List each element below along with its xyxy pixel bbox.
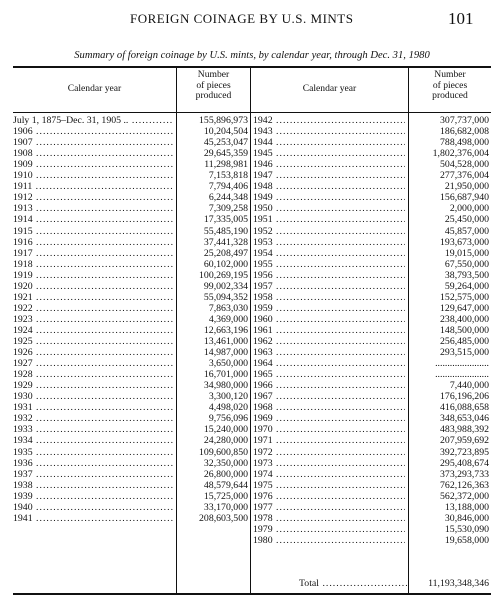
calendar-year-cell: 1912 ..... [13, 192, 173, 203]
calendar-year-cell: 1972 ..... [253, 447, 405, 458]
table-row [13, 270, 248, 281]
top-rule [13, 66, 491, 68]
pieces-produced-cell: 10,204,504 [203, 126, 248, 138]
table-row [253, 369, 489, 380]
table-row [13, 237, 248, 248]
calendar-year-cell: 1943 ..... [253, 126, 405, 137]
table-row [253, 126, 489, 137]
calendar-year-cell: 1960 ..... [253, 314, 405, 325]
header-line: Number [197, 69, 230, 80]
calendar-year-cell: 1910 ..... [13, 170, 173, 181]
header-line: Number [434, 69, 466, 80]
coinage-table [13, 66, 491, 596]
pieces-produced-cell: 156,687,940 [440, 192, 489, 204]
table-row [13, 137, 248, 148]
table-row [13, 513, 248, 524]
calendar-year-cell: 1975 ..... [253, 480, 405, 491]
pieces-produced-cell: 256,485,000 [440, 336, 489, 347]
table-row [253, 148, 489, 159]
pieces-produced-cell: 152,575,000 [440, 291, 489, 303]
table-row [13, 347, 248, 358]
table-row [253, 513, 489, 524]
table-row [13, 314, 248, 325]
table-row [13, 380, 248, 391]
pieces-produced-cell: 37,441,328 [203, 236, 248, 248]
calendar-year-cell: 1955 ..... [253, 259, 405, 270]
calendar-year-cell: 1946 ..... [253, 159, 405, 170]
pieces-produced-cell: 34,980,000 [203, 380, 248, 392]
calendar-year-cell: 1979 ..... [253, 524, 405, 535]
pieces-produced-cell: 100,269,195 [199, 269, 248, 281]
calendar-year-cell: 1978 ..... [253, 513, 405, 524]
table-row [253, 192, 489, 203]
calendar-year-cell: 1923 ..... [13, 314, 173, 325]
calendar-year-cell: 1964 ..... [253, 358, 405, 369]
pieces-produced-cell: 99,002,334 [203, 280, 248, 292]
pieces-produced-cell: 15,530,090 [444, 523, 489, 535]
table-row [253, 413, 489, 424]
table-row [253, 380, 489, 391]
table-row [13, 402, 248, 413]
calendar-year-cell: 1970 ..... [253, 424, 405, 435]
table-row [13, 447, 248, 458]
table-row [253, 447, 489, 458]
table-row [13, 126, 248, 137]
table-row [253, 281, 489, 292]
table-row [253, 226, 489, 237]
pieces-produced-cell: 15,240,000 [203, 424, 248, 436]
calendar-year-cell: 1922 ..... [13, 303, 173, 314]
pieces-produced-cell: 762,126,363 [440, 479, 489, 491]
table-row [253, 303, 489, 314]
pieces-produced-cell: 788,498,000 [440, 137, 489, 149]
table-row [13, 424, 248, 435]
calendar-year-cell: July 1, 1875–Dec. 31, 1905 .. ..... [13, 115, 173, 126]
calendar-year-cell: 1929 ..... [13, 380, 173, 391]
table-row [253, 203, 489, 214]
left-column-rows [13, 115, 249, 525]
pieces-produced-cell: 45,857,000 [444, 225, 489, 237]
table-row [253, 391, 489, 402]
header-number-of-pieces-left [177, 70, 250, 102]
pieces-produced-cell: 155,896,973 [199, 115, 248, 126]
pieces-produced-cell: 3,300,120 [208, 391, 248, 403]
table-row [253, 248, 489, 259]
calendar-year-cell: 1930 ..... [13, 391, 173, 402]
calendar-year-cell: 1956 ..... [253, 270, 405, 281]
pieces-produced-cell: 193,673,000 [440, 236, 489, 248]
calendar-year-cell: 1942 ..... [253, 115, 405, 126]
pieces-produced-cell: 562,372,000 [440, 490, 489, 502]
calendar-year-cell: 1937 ..... [13, 469, 173, 480]
table-row [253, 170, 489, 181]
table-row [13, 469, 248, 480]
table-row [253, 336, 489, 347]
calendar-year-cell: 1939 ..... [13, 491, 173, 502]
pieces-produced-cell: 504,528,000 [440, 159, 489, 171]
table-row [13, 214, 248, 225]
pieces-produced-cell: 373,293,733 [440, 468, 489, 480]
calendar-year-cell: 1915 ..... [13, 226, 173, 237]
calendar-year-cell: 1954 ..... [253, 248, 405, 259]
table-row [13, 248, 248, 259]
pieces-produced-cell: 295,408,674 [440, 457, 489, 469]
pieces-produced-cell: 238,400,000 [440, 313, 489, 325]
pieces-produced-cell: 176,196,206 [440, 391, 489, 403]
table-row [13, 480, 248, 491]
table-row [13, 281, 248, 292]
table-row [13, 292, 248, 303]
pieces-produced-cell: 483,988,392 [440, 424, 489, 436]
table-row [13, 192, 248, 203]
calendar-year-cell: 1944 ..... [253, 137, 405, 148]
bottom-rule [13, 593, 491, 595]
pieces-produced-cell: 2,000,000 [449, 203, 489, 215]
calendar-year-cell: 1953 ..... [253, 237, 405, 248]
page-title: FOREIGN COINAGE BY U.S. MINTS [130, 11, 354, 26]
pieces-produced-cell: 59,264,000 [444, 280, 489, 292]
pieces-produced-cell: 4,369,000 [208, 313, 248, 325]
page-number: 101 [448, 9, 474, 28]
table-row [253, 524, 489, 535]
calendar-year-cell: 1971 ..... [253, 435, 405, 446]
pieces-produced-cell: 15,725,000 [203, 490, 248, 502]
pieces-produced-cell: ...................... [435, 369, 489, 381]
table-row [253, 480, 489, 491]
calendar-year-cell: 1974 ..... [253, 469, 405, 480]
table-row [253, 259, 489, 270]
calendar-year-cell: 1966 ..... [253, 380, 405, 391]
header-rule [13, 112, 491, 113]
calendar-year-cell: 1950 ..... [253, 203, 405, 214]
calendar-year-cell: 1945 ..... [253, 148, 405, 159]
table-row [253, 314, 489, 325]
table-row [253, 115, 489, 126]
pieces-produced-cell: ...................... [435, 358, 489, 370]
pieces-produced-cell: 7,153,818 [208, 170, 248, 182]
header-line: of pieces [196, 79, 231, 91]
calendar-year-cell: 1957 ..... [253, 281, 405, 292]
pieces-produced-cell: 6,244,348 [208, 192, 248, 204]
table-row [13, 115, 248, 126]
calendar-year-cell: 1924 ..... [13, 325, 173, 336]
table-row [253, 292, 489, 303]
pieces-produced-cell: 45,253,047 [203, 137, 248, 149]
table-row [253, 347, 489, 358]
table-row [13, 170, 248, 181]
table-row [13, 458, 248, 469]
pieces-produced-cell: 17,335,005 [203, 214, 248, 226]
calendar-year-cell: 1913 ..... [13, 203, 173, 214]
table-row [13, 336, 248, 347]
pieces-produced-cell: 9,756,096 [208, 413, 248, 425]
pieces-produced-cell: 129,647,000 [440, 302, 489, 314]
calendar-year-cell: 1911 ..... [13, 181, 173, 192]
pieces-produced-cell: 7,309,258 [208, 203, 248, 215]
calendar-year-cell: 1941 ..... [13, 513, 173, 524]
pieces-produced-cell: 25,208,497 [203, 247, 248, 259]
pieces-produced-cell: 4,498,020 [208, 402, 248, 414]
table-row [253, 181, 489, 192]
header-line: of pieces [432, 79, 468, 91]
calendar-year-cell: 1931 ..... [13, 402, 173, 413]
pieces-produced-cell: 55,485,190 [203, 225, 248, 237]
calendar-year-cell: 1935 ..... [13, 447, 173, 458]
calendar-year-cell: 1967 ..... [253, 391, 405, 402]
header-calendar-year-left: Calendar year [67, 83, 122, 94]
table-row [253, 458, 489, 469]
pieces-produced-cell: 11,298,981 [204, 159, 248, 171]
table-row [13, 435, 248, 446]
calendar-year-cell: 1933 ..... [13, 424, 173, 435]
pieces-produced-cell: 13,461,000 [203, 336, 248, 347]
pieces-produced-cell: 277,376,004 [440, 170, 489, 182]
calendar-year-cell: 1980 ..... [253, 535, 405, 546]
pieces-produced-cell: 24,280,000 [203, 435, 248, 447]
pieces-produced-cell: 19,015,000 [444, 247, 489, 259]
pieces-produced-cell: 307,737,000 [440, 115, 489, 126]
pieces-produced-cell: 392,723,895 [440, 446, 489, 458]
table-row [13, 358, 248, 369]
pieces-produced-cell: 14,987,000 [203, 347, 248, 359]
calendar-year-cell: 1906 ..... [13, 126, 173, 137]
table-row [13, 203, 248, 214]
calendar-year-cell: 1969 ..... [253, 413, 405, 424]
calendar-year-cell: 1918 ..... [13, 259, 173, 270]
pieces-produced-cell: 293,515,000 [440, 347, 489, 359]
table-row [13, 226, 248, 237]
pieces-produced-cell: 109,600,850 [199, 446, 248, 458]
calendar-year-cell: 1932 ..... [13, 413, 173, 424]
calendar-year-cell: 1968 ..... [253, 402, 405, 413]
calendar-year-cell: 1961 ..... [253, 325, 405, 336]
calendar-year-cell: 1973 ..... [253, 458, 405, 469]
table-row [253, 469, 489, 480]
table-row [253, 502, 489, 513]
pieces-produced-cell: 48,579,644 [203, 479, 248, 491]
calendar-year-cell: 1976 ..... [253, 491, 405, 502]
calendar-year-cell: 1952 ..... [253, 226, 405, 237]
pieces-produced-cell: 348,653,046 [440, 413, 489, 425]
calendar-year-cell: 1920 ..... [13, 281, 173, 292]
calendar-year-cell: 1940 ..... [13, 502, 173, 513]
calendar-year-cell: 1936 ..... [13, 458, 173, 469]
header-number-of-pieces-right [409, 70, 491, 102]
calendar-year-cell: 1951 ..... [253, 214, 405, 225]
pieces-produced-cell: 1,802,376,004 [432, 148, 489, 160]
calendar-year-cell: 1926 ..... [13, 347, 173, 358]
table-row [13, 369, 248, 380]
pieces-produced-cell: 67,550,000 [444, 258, 489, 270]
column-divider [250, 66, 251, 594]
calendar-year-cell: 1925 ..... [13, 336, 173, 347]
page-header [0, 0, 504, 40]
pieces-produced-cell: 19,658,000 [444, 534, 489, 546]
pieces-produced-cell: 29,645,359 [203, 148, 248, 160]
table-row [253, 435, 489, 446]
pieces-produced-cell: 207,959,692 [440, 435, 489, 447]
calendar-year-cell: 1916 ..... [13, 237, 173, 248]
table-row [253, 214, 489, 225]
table-row [253, 270, 489, 281]
calendar-year-cell: 1948 ..... [253, 181, 405, 192]
calendar-year-cell: 1927 ..... [13, 358, 173, 369]
table-row [13, 391, 248, 402]
calendar-year-cell: 1949 ..... [253, 192, 405, 203]
calendar-year-cell: 1909 ..... [13, 159, 173, 170]
pieces-produced-cell: 148,500,000 [440, 324, 489, 336]
header-line: produced [195, 90, 232, 101]
pieces-produced-cell: 7,794,406 [208, 181, 248, 193]
pieces-produced-cell: 26,800,000 [203, 468, 248, 480]
pieces-produced-cell: 30,846,000 [444, 512, 489, 524]
total-label: Total ..... [299, 578, 407, 589]
table-row [253, 325, 489, 336]
pieces-produced-cell: 186,682,008 [440, 126, 489, 138]
table-row [253, 402, 489, 413]
pieces-produced-cell: 32,350,000 [203, 457, 248, 469]
table-row [13, 259, 248, 270]
pieces-produced-cell: 208,603,500 [199, 512, 248, 524]
table-row [253, 137, 489, 148]
right-column-rows [253, 115, 490, 555]
pieces-produced-cell: 7,863,030 [208, 302, 248, 314]
calendar-year-cell: 1947 ..... [253, 170, 405, 181]
total-value: 11,193,348,346 [428, 578, 489, 589]
calendar-year-cell: 1934 ..... [13, 435, 173, 446]
table-row [253, 237, 489, 248]
table-row [253, 159, 489, 170]
calendar-year-cell: 1928 ..... [13, 369, 173, 380]
pieces-produced-cell: 12,663,196 [203, 324, 248, 336]
pieces-produced-cell: 38,793,500 [444, 269, 489, 281]
calendar-year-cell: 1959 ..... [253, 303, 405, 314]
pieces-produced-cell: 416,088,658 [440, 402, 489, 414]
pieces-produced-cell: 25,450,000 [444, 214, 489, 226]
pieces-produced-cell: 55,094,352 [203, 291, 248, 303]
calendar-year-cell: 1917 ..... [13, 248, 173, 259]
pieces-produced-cell: 13,188,000 [444, 501, 489, 513]
calendar-year-cell: 1914 ..... [13, 214, 173, 225]
table-row [253, 424, 489, 435]
calendar-year-cell: 1908 ..... [13, 148, 173, 159]
calendar-year-cell: 1965 ..... [253, 369, 405, 380]
pieces-produced-cell: 33,170,000 [203, 501, 248, 513]
calendar-year-cell: 1958 ..... [253, 292, 405, 303]
calendar-year-cell: 1921 ..... [13, 292, 173, 303]
calendar-year-cell: 1963 ..... [253, 347, 405, 358]
calendar-year-cell: 1977 ..... [253, 502, 405, 513]
table-row [13, 413, 248, 424]
pieces-produced-cell: 7,440,000 [449, 380, 489, 392]
table-row [13, 181, 248, 192]
table-row [13, 148, 248, 159]
table-row [253, 491, 489, 502]
table-caption: Summary of foreign coinage by U.S. mints, by calendar year, through Dec. 31, 1980 [74, 50, 430, 61]
pieces-produced-cell: 60,102,000 [203, 258, 248, 270]
pieces-produced-cell: 3,650,000 [208, 358, 248, 370]
table-row [253, 358, 489, 369]
table-row [13, 491, 248, 502]
header-calendar-year-right: Calendar year [302, 83, 357, 94]
pieces-produced-cell: 16,701,000 [203, 369, 248, 381]
header-line: produced [432, 90, 468, 101]
table-row [13, 502, 248, 513]
table-row [13, 303, 248, 314]
calendar-year-cell: 1907 ..... [13, 137, 173, 148]
table-row [253, 535, 489, 546]
table-row [13, 325, 248, 336]
pieces-produced-cell: 21,950,000 [444, 181, 489, 193]
table-row [13, 159, 248, 170]
calendar-year-cell: 1938 ..... [13, 480, 173, 491]
calendar-year-cell: 1962 ..... [253, 336, 405, 347]
calendar-year-cell: 1919 ..... [13, 270, 173, 281]
